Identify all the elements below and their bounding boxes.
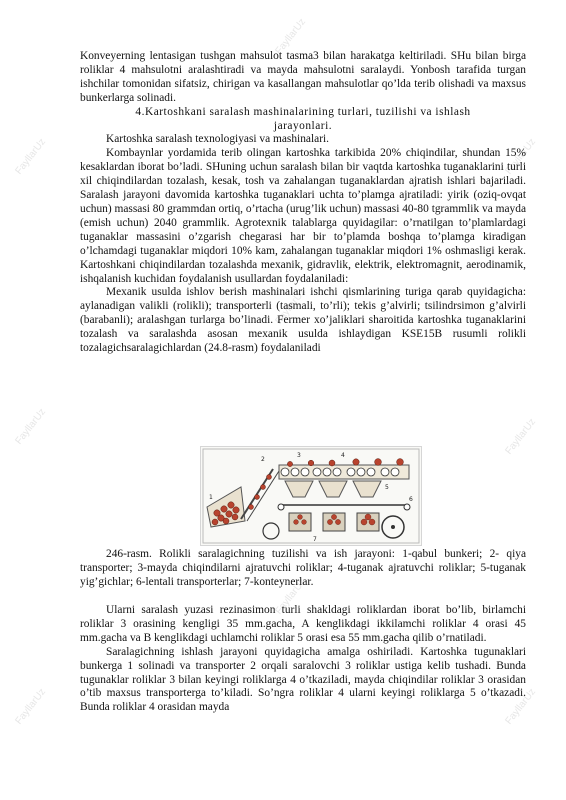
label-5: 5 [385,484,389,491]
sorter-diagram [201,447,421,545]
watermark: FayllarUz [273,576,309,617]
label-6: 6 [409,496,413,503]
watermark: FayllarUz [273,286,309,327]
label-2: 2 [261,456,265,463]
watermark: FayllarUz [503,416,539,457]
label-7: 7 [313,536,317,543]
watermark: FayllarUz [13,406,49,447]
label-3: 3 [297,452,301,459]
paragraph-combine: Kombaynlar yordamida terib olingan kartoshka tarkibida 20% chiqindilar, shundan 15% kesaklardan iborat bo’ladi. SHuning uchun saralash bilan bir vaqtda kartoshka tuganaklarini turli xil chiqindilardan tozalash, kesak, tosh va zahalangan tuganaklardan ajratish ishlari bajariladi. Saralash jarayoni davomida kartoshka tuganaklari uchta to’plamga ajratiladi: yirik (oziq-ovqat uchun) massasi 80 grammdan ortiq, o’rtacha (urug’lik uchun) massasi 40-80 tgrammlik va mayda (emish uchun) 2040 grammlik. Agrotexnik talablarga quyidagilar: o’rnatilgan to’plamlardagi tuganaklar massasini o’zgarish chegarasi har bir to’plamda boshqa to’plamga kiradigan o’lchamdagi tuganaklar miqdori 10% kam, zahalangan tuganaklar miqdori 1% oshmasligi kerak. Kartoshkani chiqindilardan tozalashda mexanik, gidravlik, elektrik, elektromagnit, aerodinamik, ishqalanish kuchidan foydalanish usullardan foydalaniladi: [80,147,526,285]
figure-caption: 246-rasm. Rolikli saralagichning tuzilishi va ish jarayoni: 1-qabul bunkeri; 2- qiya transporter; 3-mayda chiqindilarni ajratuvchi roliklar; 4-tuganak ajratuvchi roliklar; 5-tuganak yig’gichlar; 6-lentali transporterlar; 7-konteynerlar. [80,548,526,588]
watermark: FayllarUz [273,16,309,57]
subheading: Kartoshka saralash texnologiyasi va mashinalari. [106,133,330,146]
body-text-bottom [80,604,526,715]
section-heading-line2: jarayonlari. [273,119,333,132]
section-heading [80,106,526,134]
paragraph-rollers: Ularni saralash yuzasi rezinasimon turli shakldagi roliklardan iborat bo’lib, birlamchi roliklar 3 orasining kengligi 35 mm.gacha, A kenglikdagi ikkilamchi roliklar 4 orasi 45 mm.gacha va B kenglikdagi uchlamchi roliklar 5 orasi esa 55 mm.gacha qilib o’rnatiladi. [80,604,526,644]
label-4: 4 [341,452,345,459]
roller-sorter-figure [200,446,422,546]
watermark: FayllarUz [503,136,539,177]
watermark: FayllarUz [503,686,539,727]
body-text-top [80,50,526,356]
paragraph-conveyor: Konveyerning lentasigan tushgan mahsulot tasma3 bilan harakatga keltiriladi. SHu bilan birga roliklar 4 mahsulotni aralashtiradi va mayda mahsulotni saralaydi. Yonbosh tarafida turgan ishchilar tomonidan sifatsiz, chirigan va kasallangan mahsulotlar qo’lda terib olishadi va maxsus bunkerlarga solinadi. [80,50,526,104]
label-1: 1 [209,494,213,501]
watermark: FayllarUz [13,136,49,177]
watermark: FayllarUz [13,686,49,727]
paragraph-process: Saralagichning ishlash jarayoni quyidagicha amalga oshiriladi. Kartoshka tugunaklari bunkerga 1 solinadi va transporter 2 orqali saralovchi 3 roliklar ustiga kelib tushadi. Bunda tugunaklar roliklar 3 bilan keyingi roliklarga 4 o’tkaziladi, mayda chiqindilar roliklar 3 orasidan o’tib maxsus transporterga to’kiladi. So’ngra roliklar 4 ularni keyingi roliklarga 5 o’tkazadi. Bunda roliklar 4 orasidan mayda [80,645,526,714]
paragraph-mechanical: Mexanik usulda ishlov berish mashinalari ishchi qismlarining turiga qarab quyidagicha: aylanadigan valikli (rolikli); transporterli (tasmali, to’rli); tekis g’alvirli; tsilindrsimon g’alvirli (barabanli); aralashgan turlarga bo’linadi. Fermer xo’jaliklari sharoitida kartoshka tuganaklarini tozalash va saralashda asosan mexanik usulda ishlaydigan KSE15B rusumli rolikli tozalagichsaralagichlardan (24.8-rasm) foydalaniladi [80,286,526,355]
section-heading-line1: 4.Kartoshkani saralash mashinalarining turlari, tuzilishi va ishlash [135,105,471,118]
figure-caption-block [80,548,526,590]
